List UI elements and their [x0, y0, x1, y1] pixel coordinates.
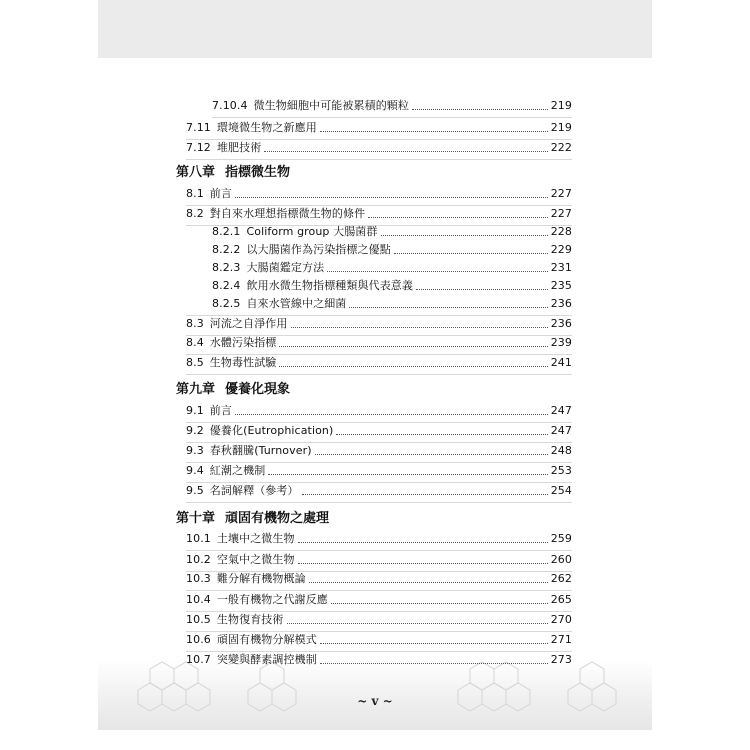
toc-entry[interactable] [186, 461, 572, 481]
dot-leader [279, 366, 548, 367]
toc-entry-number: 8.2 [186, 207, 204, 220]
toc-entry-number: 8.2.1 [212, 225, 241, 238]
toc-entry[interactable] [186, 650, 572, 670]
toc-entry[interactable] [212, 222, 572, 242]
toc-entry-page: 239 [550, 336, 572, 349]
toc-entry[interactable] [212, 240, 572, 260]
toc-entry[interactable] [186, 481, 572, 501]
toc-entry-number: 10.6 [186, 633, 211, 646]
toc-entry[interactable] [186, 441, 572, 461]
toc-entry-page: 231 [550, 261, 572, 274]
toc-entry-number: 8.1 [186, 187, 204, 200]
dot-leader [327, 271, 548, 272]
toc-entry-page: 265 [550, 593, 572, 606]
toc-entry-number: 7.12 [186, 141, 211, 154]
toc-entry[interactable] [186, 184, 572, 204]
page-number-folio: ~ v ~ [357, 694, 393, 708]
toc-entry[interactable] [186, 333, 572, 353]
dot-leader [298, 563, 548, 564]
toc-entry-title: 微生物細胞中可能被累積的顆粒 [253, 99, 409, 112]
dot-leader [336, 434, 548, 435]
toc-entry-number: 7.10.4 [212, 99, 248, 112]
toc-entry-title: 優養化(Eutrophication) [209, 424, 334, 437]
toc-entry-number: 10.2 [186, 553, 211, 566]
toc-entry-page: 228 [550, 225, 572, 238]
dot-leader [264, 151, 548, 152]
header-band [98, 0, 652, 58]
toc-entry-page: 247 [550, 404, 572, 417]
toc-entry[interactable] [186, 401, 572, 421]
chapter-title: 頑固有機物之處理 [225, 511, 330, 526]
toc-entry[interactable] [212, 276, 572, 296]
toc-entry-page: 219 [550, 121, 572, 134]
toc-entry[interactable] [186, 314, 572, 334]
toc-entry-number: 10.3 [186, 572, 211, 585]
row-divider [186, 159, 572, 160]
chapter-heading[interactable] [176, 508, 329, 530]
toc-entry[interactable] [186, 421, 572, 441]
toc-entry-number: 9.4 [186, 464, 204, 477]
toc-entry-page: 235 [550, 279, 572, 292]
toc-entry-title: 水體污染指標 [209, 336, 277, 349]
dot-leader [320, 131, 548, 132]
toc-entry-page: 253 [550, 464, 572, 477]
toc-entry-page: 229 [550, 243, 572, 256]
toc-entry-page: 248 [550, 444, 572, 457]
toc-entry[interactable] [212, 258, 572, 278]
toc-entry[interactable] [186, 569, 572, 589]
toc-entry[interactable] [212, 96, 572, 116]
dot-leader [309, 582, 548, 583]
dot-leader [291, 327, 549, 328]
toc-entry-number: 8.2.2 [212, 243, 241, 256]
toc-entry-title: 名詞解釋（參考） [209, 484, 299, 497]
toc-entry-title: 難分解有機物概論 [216, 572, 306, 585]
toc-entry[interactable] [186, 529, 572, 549]
toc-entry[interactable] [186, 353, 572, 373]
toc-entry[interactable] [186, 610, 572, 630]
toc-entry-title: 生物復育技術 [216, 613, 284, 626]
chapter-title: 指標微生物 [225, 165, 291, 180]
toc-entry-number: 8.5 [186, 356, 204, 369]
toc-entry-number: 7.11 [186, 121, 211, 134]
toc-entry-page: 236 [550, 297, 572, 310]
toc-entry-page: 259 [550, 532, 572, 545]
chapter-title: 優養化現象 [225, 382, 291, 397]
toc-entry[interactable] [212, 294, 572, 314]
book-page [98, 0, 652, 750]
dot-leader [287, 623, 548, 624]
toc-entry-number: 10.5 [186, 613, 211, 626]
toc-entry-number: 8.2.5 [212, 297, 241, 310]
toc-entry-title: 以大腸菌作為污染指標之優點 [246, 243, 391, 256]
toc-entry[interactable] [186, 118, 572, 138]
dot-leader [279, 346, 548, 347]
toc-entry-title: 河流之自淨作用 [209, 317, 288, 330]
toc-entry-title: 紅潮之機制 [209, 464, 266, 477]
toc-entry-title: 春秋翻騰(Turnover) [209, 444, 312, 457]
toc-entry-title: 頑固有機物分解模式 [216, 633, 317, 646]
toc-entry-page: 247 [550, 424, 572, 437]
toc-entry-title: 堆肥技術 [216, 141, 262, 154]
toc-entry-number: 8.2.3 [212, 261, 241, 274]
dot-leader [268, 474, 548, 475]
toc-entry-title: 大腸菌鑑定方法 [246, 261, 325, 274]
toc-entry-title: 環境微生物之新應用 [216, 121, 317, 134]
dot-leader [320, 663, 548, 664]
toc-entry-page: 270 [550, 613, 572, 626]
toc-entry-title: 自來水管線中之細菌 [246, 297, 347, 310]
toc-entry-title: 對自來水理想指標微生物的條件 [209, 207, 366, 220]
toc-entry-title: Coliform group 大腸菌群 [246, 225, 378, 238]
toc-entry-page: 219 [550, 99, 572, 112]
dot-leader [298, 542, 548, 543]
toc-entry-title: 前言 [209, 187, 232, 200]
toc-entry-page: 227 [550, 207, 572, 220]
toc-entry-page: 236 [550, 317, 572, 330]
chapter-label: 第九章 [176, 382, 216, 397]
dot-leader [331, 603, 548, 604]
dot-leader [320, 643, 548, 644]
toc-entry-page: 254 [550, 484, 572, 497]
toc-entry-title: 生物毒性試驗 [209, 356, 277, 369]
dot-leader [368, 217, 548, 218]
toc-entry[interactable] [186, 550, 572, 570]
dot-leader [349, 307, 548, 308]
toc-entry[interactable] [186, 204, 572, 224]
toc-entry-page: 271 [550, 633, 572, 646]
toc-entry-number: 10.7 [186, 653, 211, 666]
toc-entry-title: 飲用水微生物指標種類與代表意義 [246, 279, 413, 292]
toc-entry-number: 8.4 [186, 336, 204, 349]
toc-entry-page: 241 [550, 356, 572, 369]
dot-leader [394, 253, 548, 254]
toc-entry[interactable] [186, 138, 572, 158]
toc-entry-title: 突變與酵素調控機制 [216, 653, 317, 666]
toc-entry-title: 一般有機物之代謝反應 [216, 593, 328, 606]
toc-entry-page: 273 [550, 653, 572, 666]
toc-entry-title: 空氣中之微生物 [216, 553, 295, 566]
chapter-heading[interactable] [176, 162, 290, 184]
toc-entry[interactable] [186, 630, 572, 650]
dot-leader [412, 109, 548, 110]
toc-entry-number: 9.2 [186, 424, 204, 437]
row-divider [186, 374, 572, 375]
dot-leader [381, 235, 548, 236]
dot-leader [235, 197, 548, 198]
dot-leader [416, 289, 548, 290]
chapter-label: 第十章 [176, 511, 216, 526]
dot-leader [315, 454, 548, 455]
toc-entry-title: 土壤中之微生物 [216, 532, 295, 545]
toc-entry-page: 222 [550, 141, 572, 154]
toc-entry-number: 8.3 [186, 317, 204, 330]
toc-entry-page: 227 [550, 187, 572, 200]
toc-entry-number: 9.5 [186, 484, 204, 497]
toc-entry-title: 前言 [209, 404, 232, 417]
toc-entry-number: 9.3 [186, 444, 204, 457]
chapter-heading[interactable] [176, 379, 290, 401]
toc-entry[interactable] [186, 590, 572, 610]
dot-leader [235, 414, 548, 415]
toc-entry-number: 10.1 [186, 532, 211, 545]
dot-leader [302, 494, 548, 495]
toc-entry-page: 260 [550, 553, 572, 566]
toc-entry-number: 10.4 [186, 593, 211, 606]
toc-entry-page: 262 [550, 572, 572, 585]
toc-entry-number: 8.2.4 [212, 279, 241, 292]
toc-entry-number: 9.1 [186, 404, 204, 417]
chapter-label: 第八章 [176, 165, 216, 180]
row-divider [186, 502, 572, 503]
